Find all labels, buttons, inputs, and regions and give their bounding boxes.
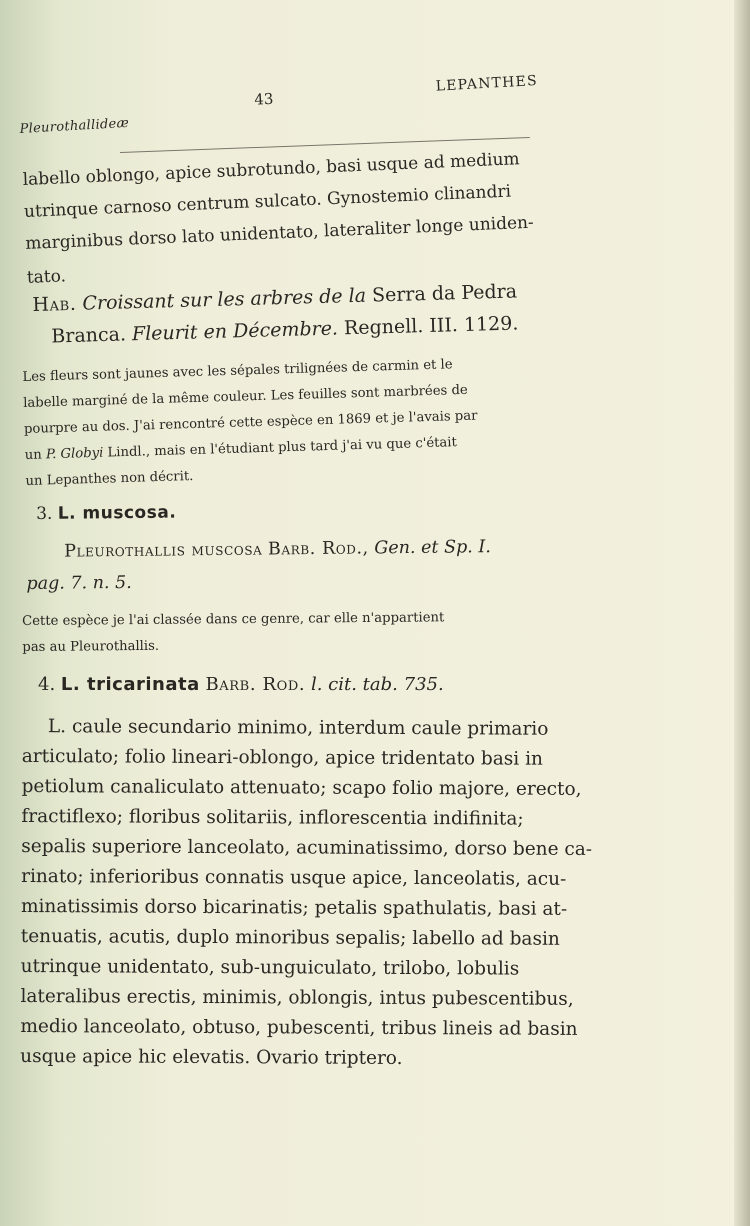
habitat-abbr: Hab. xyxy=(32,292,77,316)
species-number: 4. xyxy=(38,674,56,695)
text-line: Cette espèce je l'ai classée dans ce genre, car elle n'appartient xyxy=(22,610,445,629)
species-name-italic: P. Globyi xyxy=(45,445,104,463)
text-line: pourpre au dos. J'ai rencontré cette espèce en 1869 et je l'avais par xyxy=(23,408,478,437)
habitat-flowering: Fleurit en Décembre. xyxy=(131,317,339,346)
habitat-line-2 xyxy=(51,312,519,347)
species-3-heading xyxy=(36,495,556,524)
text-line xyxy=(25,435,458,463)
text-line: Les fleurs sont jaunes avec les sépales trilignées de carmin et le xyxy=(22,357,453,385)
text-fragment: un xyxy=(24,447,42,463)
text-line: sepalis superiore lanceolato, acuminatissimo, dorso bene ca- xyxy=(21,835,593,860)
synonym-line-1 xyxy=(64,537,491,561)
text-line: utrinque unidentato, sub-unguiculato, trilobo, lobulis xyxy=(20,955,520,980)
text-line: un Lepanthes non décrit. xyxy=(25,468,194,489)
habitat-location: Serra da Pedra xyxy=(371,280,518,307)
text-line: usque apice hic elevatis. Ovario triptero. xyxy=(20,1045,403,1069)
text-line: marginibus dorso lato unidentato, lateraliter longe uniden- xyxy=(25,212,535,254)
species-author: Barb. Rod. xyxy=(205,674,306,695)
text-line: medio lanceolato, obtuso, pubescenti, tribus lineis ad basin xyxy=(20,1015,578,1040)
habitat-italic: Croissant sur les arbres de la xyxy=(82,284,367,315)
habitat-line-1 xyxy=(32,280,517,316)
text-line: labelle marginé de la même couleur. Les feuilles sont marbrées de xyxy=(23,382,468,411)
synonym-paragraph xyxy=(26,533,546,594)
text-line: tato. xyxy=(26,266,67,288)
text-line: fractiflexo; floribus solitariis, inflorescentia indifinita; xyxy=(21,805,524,830)
species-number: 3. xyxy=(36,503,53,524)
text-line: labello oblongo, apice subrotundo, basi usque ad medium xyxy=(22,149,520,190)
page-number: 43 xyxy=(253,89,274,109)
note-3-paragraph xyxy=(22,603,542,655)
text-line: utrinque carnoso centrum sulcato. Gynostemio clinandri xyxy=(23,181,512,222)
species-reference: l. cit. tab. 735. xyxy=(310,674,444,695)
text-line: petiolum canaliculato attenuato; scapo folio majore, erecto, xyxy=(21,775,582,800)
description-paragraph xyxy=(20,712,593,1069)
habitat-collector: Regnell. III. 1129. xyxy=(343,312,519,340)
synonym-line-2: pag. 7. n. 5. xyxy=(26,572,132,594)
text-line: lateralibus erectis, minimis, oblongis, intus pubescentibus, xyxy=(20,985,574,1010)
text-line: L. caule secundario minimo, interdum caule primario xyxy=(47,716,549,740)
text-line: pas au Pleurothallis. xyxy=(22,638,160,655)
text-line: tenuatis, acutis, duplo minoribus sepalis; labello ad basin xyxy=(20,925,560,950)
note-paragraph xyxy=(22,347,542,489)
synonym-genus: Pleurothallis muscosa xyxy=(64,539,263,562)
synonym-author: Barb. Rod., xyxy=(267,538,369,560)
running-head-right: LEPANTHES xyxy=(435,72,539,95)
text-line: rinato; inferioribus connatis usque apice, lanceolatis, acu- xyxy=(21,865,567,890)
habitat-location-end: Branca. xyxy=(51,323,127,348)
synonym-reference: Gen. et Sp. I. xyxy=(374,537,491,559)
text-line: articulato; folio lineari-oblongo, apice tridentato basi in xyxy=(21,745,544,770)
species-name: L. tricarinata xyxy=(60,674,200,695)
text-fragment: Lindl., mais en l'étudiant plus tard j'ai vu que c'était xyxy=(107,435,458,461)
text-line: minatissimis dorso bicarinatis; petalis spathulatis, basi at- xyxy=(20,895,568,920)
species-name: L. muscosa. xyxy=(57,502,177,524)
running-head-left: Pleurothallideæ xyxy=(19,115,130,137)
running-header xyxy=(18,71,540,150)
habitat-paragraph xyxy=(32,273,552,348)
